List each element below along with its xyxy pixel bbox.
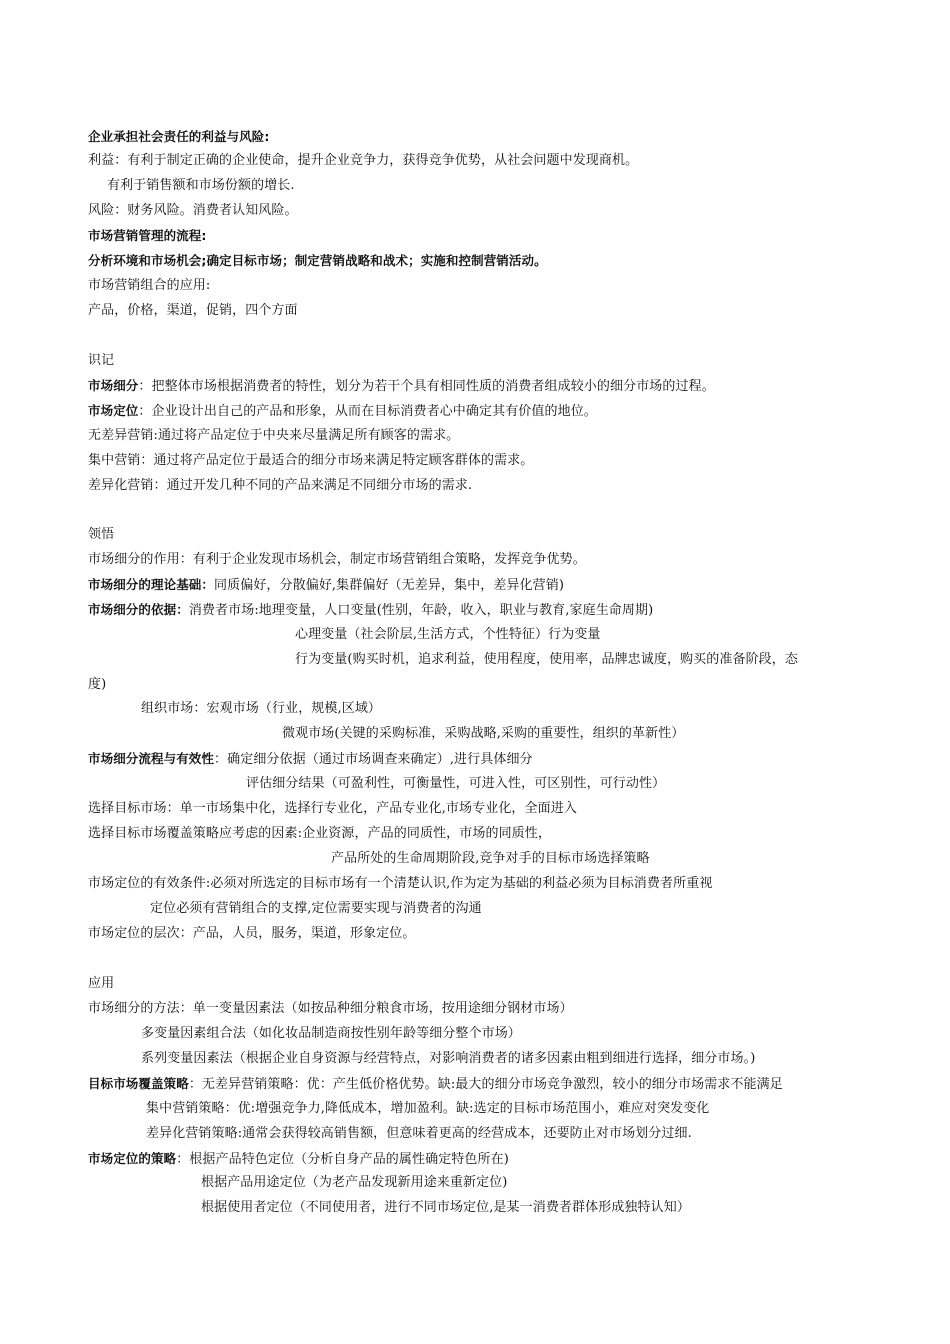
text-benefits: 利益：有利于制定正确的企业使命，提升企业竞争力，获得竞争优势，从社会问题中发现商机。	[88, 153, 639, 168]
item-label: 市场细分流程与有效性	[88, 751, 215, 766]
text-coverage-strategy	[88, 1075, 783, 1094]
heading-process: 市场营销管理的流程:	[88, 228, 207, 243]
item-text: 同质偏好，分散偏好,集群偏好（无差异，集中，差异化营销)	[214, 578, 565, 593]
text-series-variable: 系列变量因素法（根据企业自身资源与经营特点，对影响消费者的诸多因素由粗到细进行选择，细分市场。)	[141, 1051, 756, 1066]
text-behavior-variables: 行为变量(购买时机，追求利益，使用程度，使用率，品牌忠诚度，购买的准备阶段，态	[295, 652, 798, 667]
def-undifferentiated: 无差异营销:通过将产品定位于中央来尽量满足所有顾客的需求。	[88, 428, 460, 443]
text-behavior-variables-cont: 度)	[88, 677, 107, 692]
text-segmentation-basis	[88, 601, 653, 620]
item-label: 市场细分的理论基础：	[88, 577, 215, 592]
text-segmentation-methods: 市场细分的方法：单一变量因素法（如按品种细分粮食市场，按用途细分钢材市场）	[88, 1001, 573, 1016]
item-label: 目标市场覆盖策略	[88, 1076, 189, 1091]
text-positioning-conditions-2: 定位必须有营销组合的支撑,定位需要实现与消费者的沟通	[150, 901, 482, 916]
item-text: ：无差异营销策略：优：产生低价格优势。缺:最大的细分市场竞争激烈，较小的细分市场需求不能满足	[188, 1077, 783, 1092]
section-head-apply: 应用	[88, 976, 115, 991]
text-coverage-factors-2: 产品所处的生命周期阶段,竞争对手的目标市场选择策略	[331, 851, 650, 866]
item-text: 消费者市场:地理变量，人口变量(性别，年龄，收入，职业与教育,家庭生命周期)	[188, 603, 654, 618]
heading-csr: 企业承担社会责任的利益与风险:	[88, 129, 270, 144]
text-segmentation-theory	[88, 576, 564, 595]
text-segmentation-role: 市场细分的作用：有利于企业发现市场机会，制定市场营销组合策略，发挥竞争优势。	[88, 552, 586, 567]
text-segmentation-process	[88, 750, 533, 769]
text-mix-title: 市场营销组合的应用:	[88, 278, 211, 293]
section-head-memorize: 识记	[88, 353, 115, 368]
item-label: 市场细分的依据：	[88, 602, 189, 617]
def-label: 市场定位	[88, 403, 139, 418]
text-differentiated-strategy: 差异化营销策略:通常会获得较高销售额，但意味着更高的经营成本，还要防止对市场划分过细.	[146, 1126, 692, 1141]
item-text: ：根据产品特色定位（分析自身产品的属性确定特色所在)	[176, 1152, 509, 1167]
def-label: 市场细分	[88, 378, 139, 393]
def-concentrated: 集中营销：通过将产品定位于最适合的细分市场来满足特定顾客群体的需求。	[88, 453, 534, 468]
text-org-market: 组织市场：宏观市场（行业，规模,区域）	[141, 701, 382, 716]
text-positioning-user: 根据使用者定位（不同使用者，进行不同市场定位,是某一消费者群体形成独特认知）	[201, 1200, 690, 1215]
section-head-understand: 领悟	[88, 527, 115, 542]
text-risks: 风险：财务风险。消费者认知风险。	[88, 203, 298, 218]
text-positioning-strategy	[88, 1150, 509, 1169]
text-process-steps: 分析环境和市场机会;确定目标市场；制定营销战略和战术；实施和控制营销活动。	[88, 253, 547, 268]
text-target-market: 选择目标市场：单一市场集中化，选择行专业化，产品专业化,市场专业化，全面进入	[88, 801, 577, 816]
text-micro-market: 微观市场(关键的采购标准，采购战略,采购的重要性，组织的革新性）	[282, 726, 685, 741]
def-text: ：把整体市场根据消费者的特性，划分为若干个具有相同性质的消费者组成较小的细分市场的过程。	[138, 379, 715, 394]
text-mix-items: 产品，价格，渠道，促销，四个方面	[88, 303, 298, 318]
def-segmentation	[88, 377, 715, 396]
item-label: 市场定位的策略	[88, 1151, 177, 1166]
item-text: ：确定细分依据（通过市场调查来确定）,进行具体细分	[214, 752, 533, 767]
text-psych-variables: 心理变量（社会阶层,生活方式，个性特征）行为变量	[295, 627, 601, 642]
text-benefits-2: 有利于销售额和市场份额的增长.	[107, 178, 295, 193]
text-coverage-factors: 选择目标市场覆盖策略应考虑的因素:企业资源，产品的同质性，市场的同质性，	[88, 826, 551, 841]
text-multi-variable: 多变量因素组合法（如化妆品制造商按性别年龄等细分整个市场）	[141, 1026, 521, 1041]
text-positioning-usage: 根据产品用途定位（为老产品发现新用途来重新定位)	[201, 1175, 508, 1190]
def-positioning	[88, 402, 597, 421]
text-positioning-conditions: 市场定位的有效条件:必须对所选定的目标市场有一个清楚认识,作为定为基础的利益必须为目标消费者所重视	[88, 876, 713, 891]
text-positioning-levels: 市场定位的层次：产品，人员，服务，渠道，形象定位。	[88, 926, 416, 941]
def-text: ：企业设计出自己的产品和形象，从而在目标消费者心中确定其有价值的地位。	[138, 404, 597, 419]
def-differentiated: 差异化营销：通过开发几种不同的产品来满足不同细分市场的需求.	[88, 478, 473, 493]
text-evaluate-results: 评估细分结果（可盈利性，可衡量性，可进入性，可区别性，可行动性）	[246, 776, 666, 791]
text-concentrated-strategy: 集中营销策略：优:增强竞争力,降低成本，增加盈利。缺:选定的目标市场范围小，难应对突发变化	[146, 1101, 710, 1116]
